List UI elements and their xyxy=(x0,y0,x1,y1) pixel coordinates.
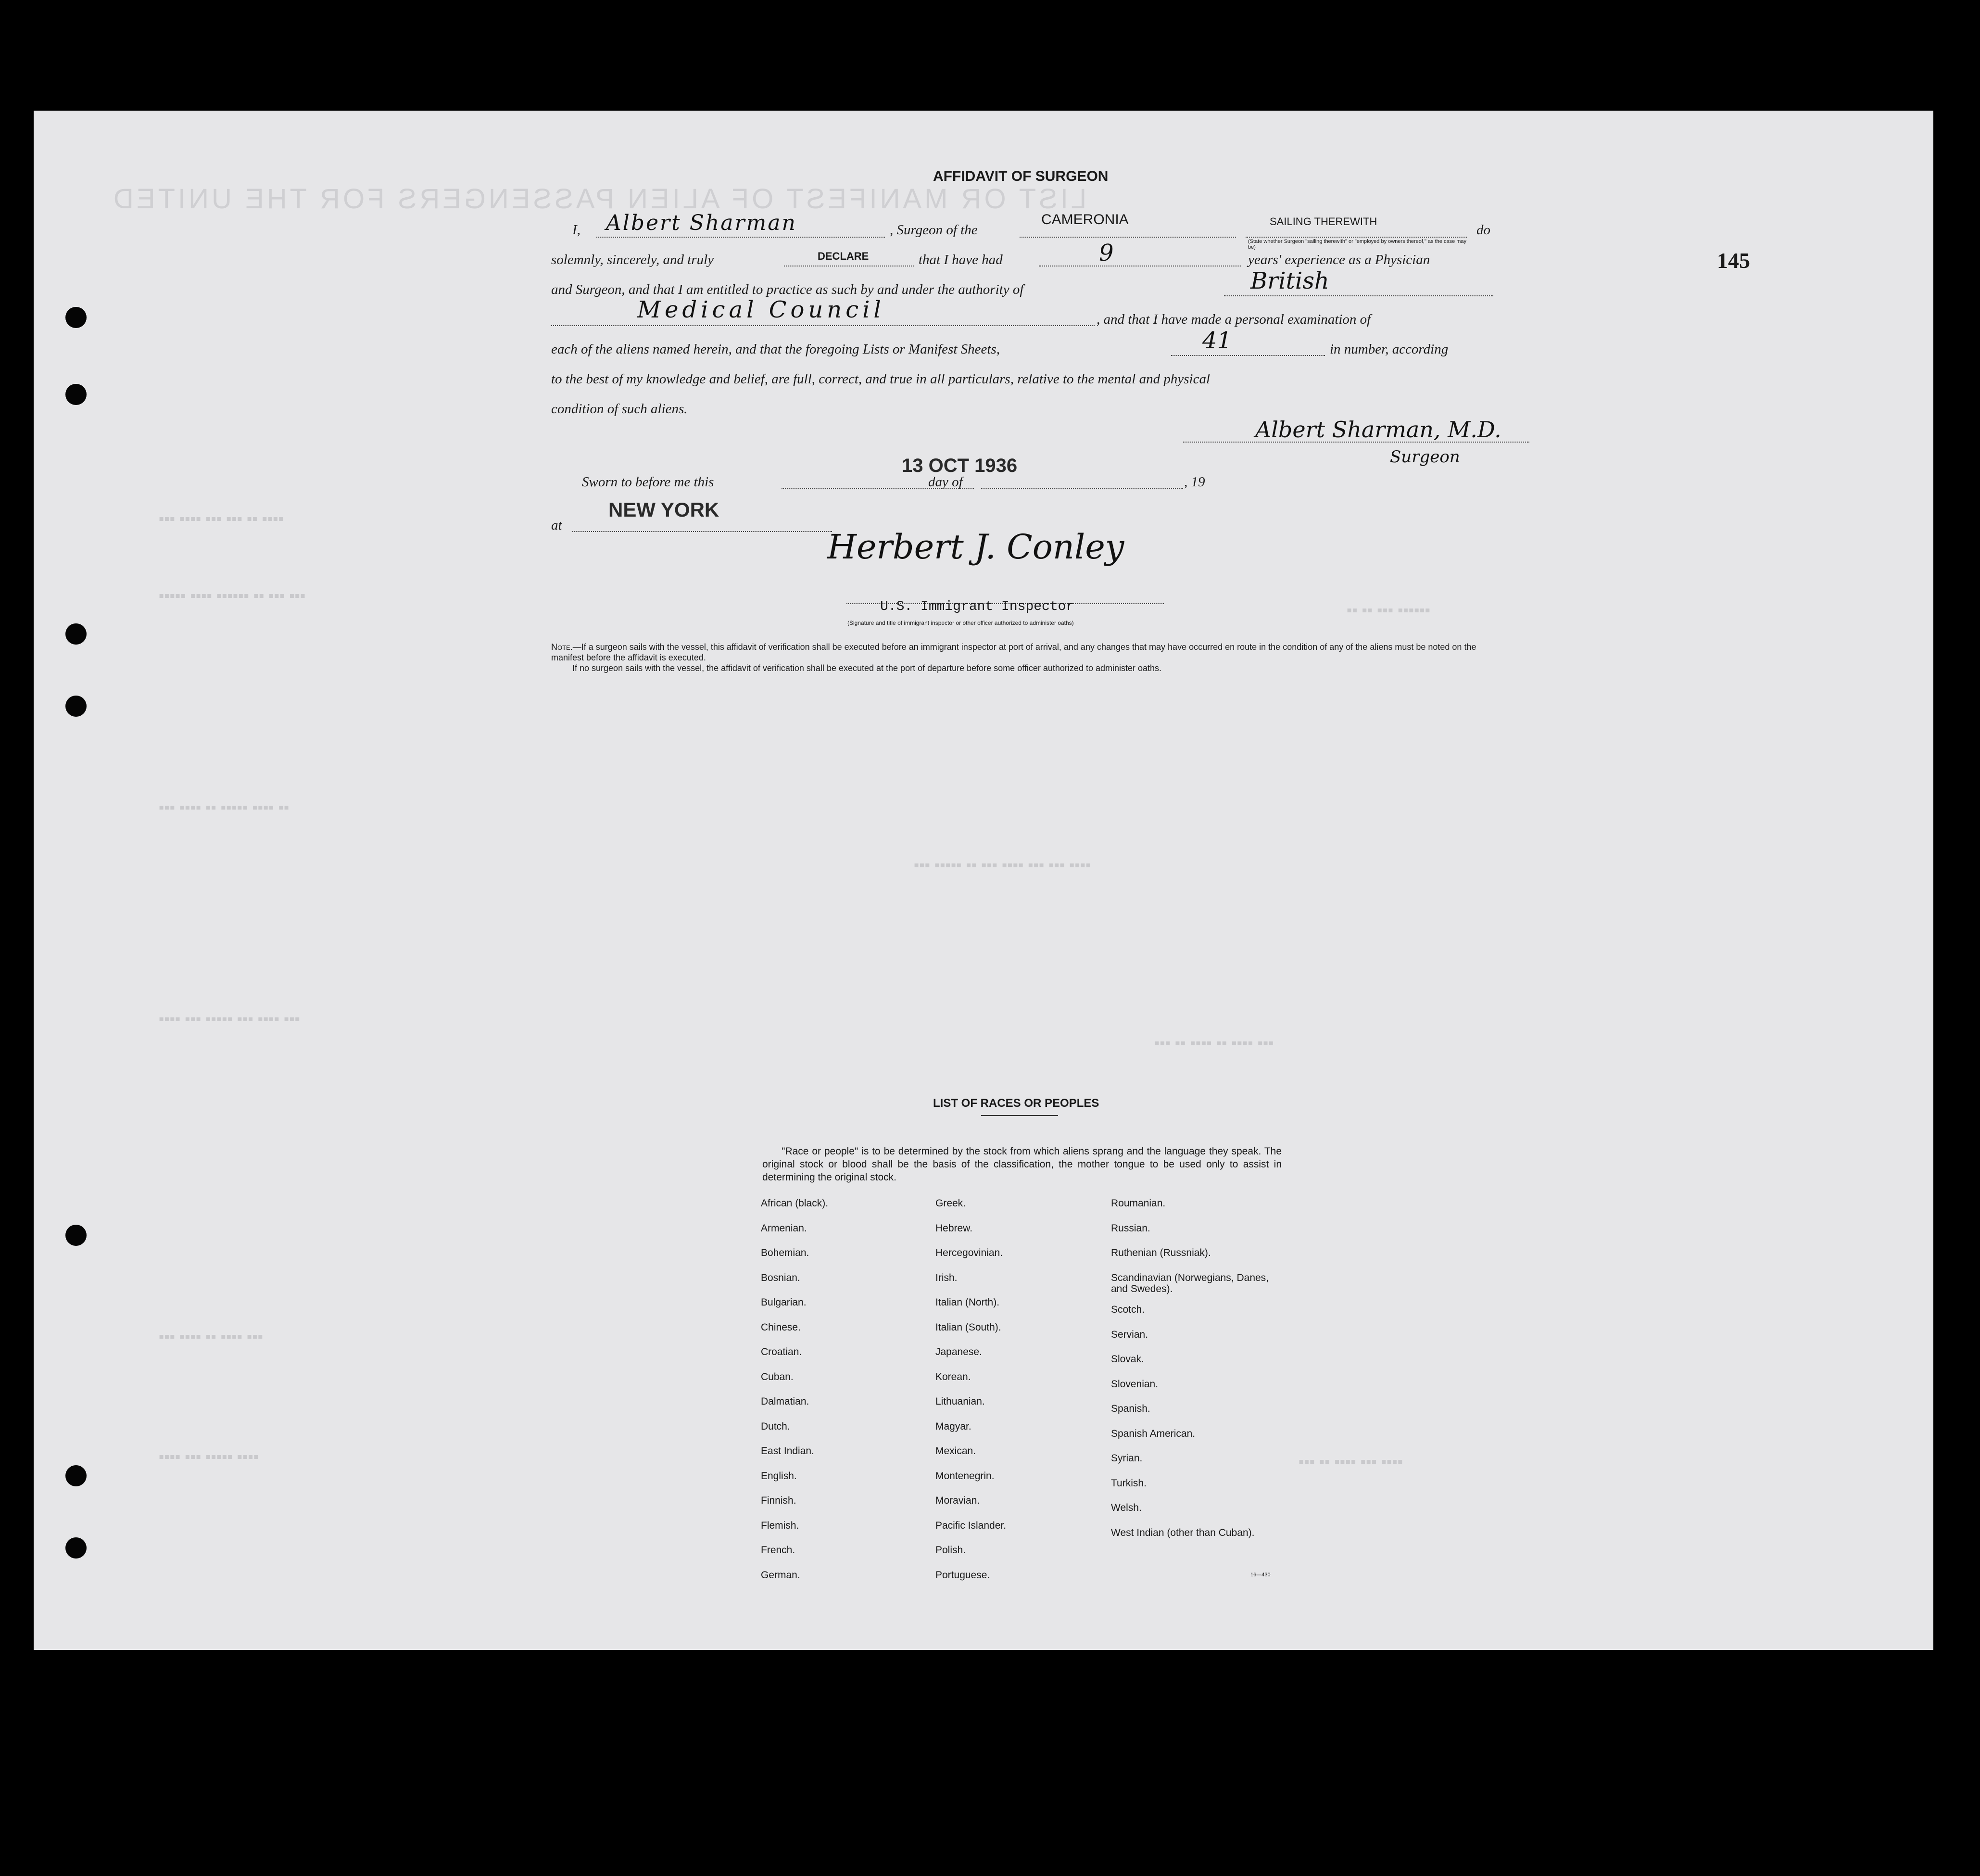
race-item: Japanese. xyxy=(935,1346,982,1357)
race-item: Greek. xyxy=(935,1198,966,1209)
inspector-signature: Herbert J. Conley xyxy=(827,527,1124,567)
race-item: Finnish. xyxy=(761,1495,796,1506)
binding-hole xyxy=(65,623,87,645)
binding-hole xyxy=(65,1465,87,1486)
race-item: Italian (North). xyxy=(935,1297,1000,1308)
sworn-prefix: Sworn to before me this xyxy=(582,474,714,490)
binding-hole xyxy=(65,696,87,717)
race-item: Slovenian. xyxy=(1111,1378,1159,1390)
race-item: Pacific Islander. xyxy=(935,1520,1007,1531)
race-item: Korean. xyxy=(935,1371,971,1382)
line5-end: in number, according xyxy=(1330,342,1449,357)
sheets-value: 41 xyxy=(1202,327,1232,354)
ship-name: CAMERONIA xyxy=(1041,212,1129,228)
signature-blank xyxy=(1183,442,1529,443)
line2-mid: that I have had xyxy=(919,252,1003,267)
form-number: 16—430 xyxy=(1250,1572,1271,1578)
race-item: Spanish American. xyxy=(1111,1428,1196,1439)
years-value: 9 xyxy=(1099,240,1114,266)
binding-hole xyxy=(65,1537,87,1559)
place-stamp: NEW YORK xyxy=(608,498,719,521)
status-blank xyxy=(1246,237,1467,238)
line1-prefix: I, xyxy=(572,222,580,238)
race-item: Bohemian. xyxy=(761,1247,809,1258)
sworn-month-blank xyxy=(981,488,1183,489)
race-item: Dutch. xyxy=(761,1420,790,1432)
binding-hole xyxy=(65,384,87,405)
race-item: Mexican. xyxy=(935,1445,976,1457)
sailing-status: SAILING THEREWITH xyxy=(1270,215,1377,228)
race-item: Russian. xyxy=(1111,1222,1150,1234)
line3: and Surgeon, and that I am entitled to practice as such by and under the authority of xyxy=(551,282,1024,297)
bleed-through-row: ▪▪▪▪ ▪▪▪ ▪▪▪▪▪ ▪▪▪▪ xyxy=(159,1448,259,1465)
race-item: Syrian. xyxy=(1111,1453,1143,1464)
bleed-through-row: ▪▪ ▪▪ ▪▪▪ ▪▪▪▪▪▪ xyxy=(1347,601,1431,619)
authority-blank xyxy=(1224,295,1493,296)
bleed-through-row: ▪▪▪▪ ▪▪▪ ▪▪▪▪▪ ▪▪▪ ▪▪▪▪ ▪▪▪ xyxy=(159,1010,301,1027)
affidavit-title: AFFIDAVIT OF SURGEON xyxy=(933,168,1109,184)
races-intro: "Race or people" is to be determined by the stock from which aliens sprang and the language they speak. The original stock or blood shall be the basis of the classification, the mother tongue to be used only to assist in determining the original stock. xyxy=(762,1146,1282,1183)
race-item: Welsh. xyxy=(1111,1502,1142,1514)
surgeon-signature: Albert Sharman, M.D. xyxy=(1255,417,1501,443)
line7: condition of such aliens. xyxy=(551,401,688,417)
race-item: French. xyxy=(761,1545,795,1556)
line4-end: , and that I have made a personal examination of xyxy=(1097,312,1371,327)
bleed-through-row: ▪▪▪ ▪▪ ▪▪▪▪ ▪▪▪ ▪▪▪▪ xyxy=(1299,1453,1403,1470)
line5-prefix: each of the aliens named herein, and that the foregoing Lists or Manifest Sheets, xyxy=(551,342,1000,357)
race-item: Spanish. xyxy=(1111,1403,1150,1415)
sailing-hint: (State whether Surgeon "sailing therewith" or "employed by owners thereof," as the case may be) xyxy=(1248,239,1467,250)
inspector-hint: (Signature and title of immigrant inspector or other officer authorized to administer oaths) xyxy=(847,620,1074,626)
race-item: Italian (South). xyxy=(935,1321,1001,1333)
race-item: Slovak. xyxy=(1111,1354,1144,1365)
race-item: Montenegrin. xyxy=(935,1470,995,1482)
line2-prefix: solemnly, sincerely, and truly xyxy=(551,252,714,267)
inspector-title: U.S. Immigrant Inspector xyxy=(880,599,1074,614)
surgeon-name: Albert Sharman xyxy=(606,211,797,235)
page-number: 145 xyxy=(1717,248,1750,273)
declare-stamp: DECLARE xyxy=(818,250,869,262)
race-item: Scotch. xyxy=(1111,1304,1145,1316)
authority2-blank xyxy=(551,325,1095,326)
authority-line1: British xyxy=(1250,267,1329,294)
race-item: Polish. xyxy=(935,1545,966,1556)
race-item: Bulgarian. xyxy=(761,1297,807,1308)
date-stamp: 13 OCT 1936 xyxy=(902,455,1018,476)
race-item: Bosnian. xyxy=(761,1272,800,1283)
race-item: Croatian. xyxy=(761,1346,802,1357)
race-item: Chinese. xyxy=(761,1321,801,1333)
binding-hole xyxy=(65,1225,87,1246)
line6: to the best of my knowledge and belief, are full, correct, and true in all particulars, relative to the mental and physical xyxy=(551,371,1211,387)
name-blank xyxy=(596,237,885,238)
note-text-2: If no surgeon sails with the vessel, the affidavit of verification shall be executed at the port of departure before some officer authorized to administer oaths. xyxy=(572,663,1162,673)
race-item: Cuban. xyxy=(761,1371,794,1382)
race-item: Armenian. xyxy=(761,1222,807,1234)
race-item: Servian. xyxy=(1111,1329,1148,1340)
race-item: African (black). xyxy=(761,1198,829,1209)
surgeon-title: Surgeon xyxy=(1390,447,1460,467)
race-item: English. xyxy=(761,1470,797,1482)
race-item: Irish. xyxy=(935,1272,958,1283)
race-item: Roumanian. xyxy=(1111,1198,1166,1209)
race-item: Hercegovinian. xyxy=(935,1247,1003,1258)
race-item: Scandinavian (Norwegians, Danes, and Swedes). xyxy=(1111,1272,1269,1294)
race-item: Magyar. xyxy=(935,1420,971,1432)
place-blank xyxy=(572,531,832,532)
race-item: Lithuanian. xyxy=(935,1396,985,1407)
line1-mid: , Surgeon of the xyxy=(890,222,978,238)
bleed-through-row: ▪▪▪ ▪▪ ▪▪▪▪ ▪▪ ▪▪▪▪ ▪▪▪ xyxy=(1154,1034,1274,1052)
note-label: Note. xyxy=(551,642,573,652)
line2-end: years' experience as a Physician xyxy=(1248,252,1430,267)
race-item: German. xyxy=(761,1569,800,1581)
year-prefix: , 19 xyxy=(1184,474,1205,490)
race-item: Turkish. xyxy=(1111,1477,1147,1489)
race-item: Portuguese. xyxy=(935,1569,990,1581)
race-item: Moravian. xyxy=(935,1495,980,1506)
race-item: East Indian. xyxy=(761,1445,814,1457)
bleed-through-row: ▪▪▪ ▪▪▪▪▪ ▪▪ ▪▪▪ ▪▪▪▪ ▪▪▪ ▪▪▪ ▪▪▪▪ xyxy=(914,856,1091,874)
day-of: day of xyxy=(928,474,963,490)
race-item: Ruthenian (Russniak). xyxy=(1111,1247,1211,1258)
race-item: Flemish. xyxy=(761,1520,799,1531)
bleed-through-row: ▪▪▪ ▪▪▪▪ ▪▪ ▪▪▪▪ ▪▪▪ xyxy=(159,1328,264,1345)
bleed-through-header: LIST OR MANIFEST OF ALIEN PASSENGERS FOR THE UNITED xyxy=(111,183,1087,215)
at-label: at xyxy=(551,518,562,533)
authority-line2: Medical Council xyxy=(637,296,885,323)
bleed-through-row: ▪▪▪ ▪▪▪▪ ▪▪▪ ▪▪▪ ▪▪ ▪▪▪▪ xyxy=(159,510,284,527)
note-text-1: —If a surgeon sails with the vessel, this affidavit of verification shall be executed before an immigrant inspector at port of arrival, and any changes that may have occurred en route in the condition of any of the aliens must be noted on the manifest before the affidavit is executed. xyxy=(551,642,1476,662)
ship-blank xyxy=(1020,237,1236,238)
bleed-through-row: ▪▪▪▪▪ ▪▪▪▪ ▪▪▪▪▪▪ ▪▪ ▪▪▪ ▪▪▪ xyxy=(159,587,306,604)
races-title: LIST OF RACES OR PEOPLES xyxy=(933,1097,1099,1110)
race-item: Dalmatian. xyxy=(761,1396,809,1407)
races-title-rule xyxy=(981,1115,1058,1116)
note-paragraph xyxy=(551,642,1489,663)
sheets-blank xyxy=(1171,355,1325,356)
race-item: West Indian (other than Cuban). xyxy=(1111,1527,1255,1538)
line1-end: do xyxy=(1476,222,1490,238)
binding-hole xyxy=(65,307,87,328)
bleed-through-row: ▪▪▪ ▪▪▪▪ ▪▪ ▪▪▪▪▪ ▪▪▪▪ ▪▪ xyxy=(159,799,290,816)
race-item: Hebrew. xyxy=(935,1222,973,1234)
